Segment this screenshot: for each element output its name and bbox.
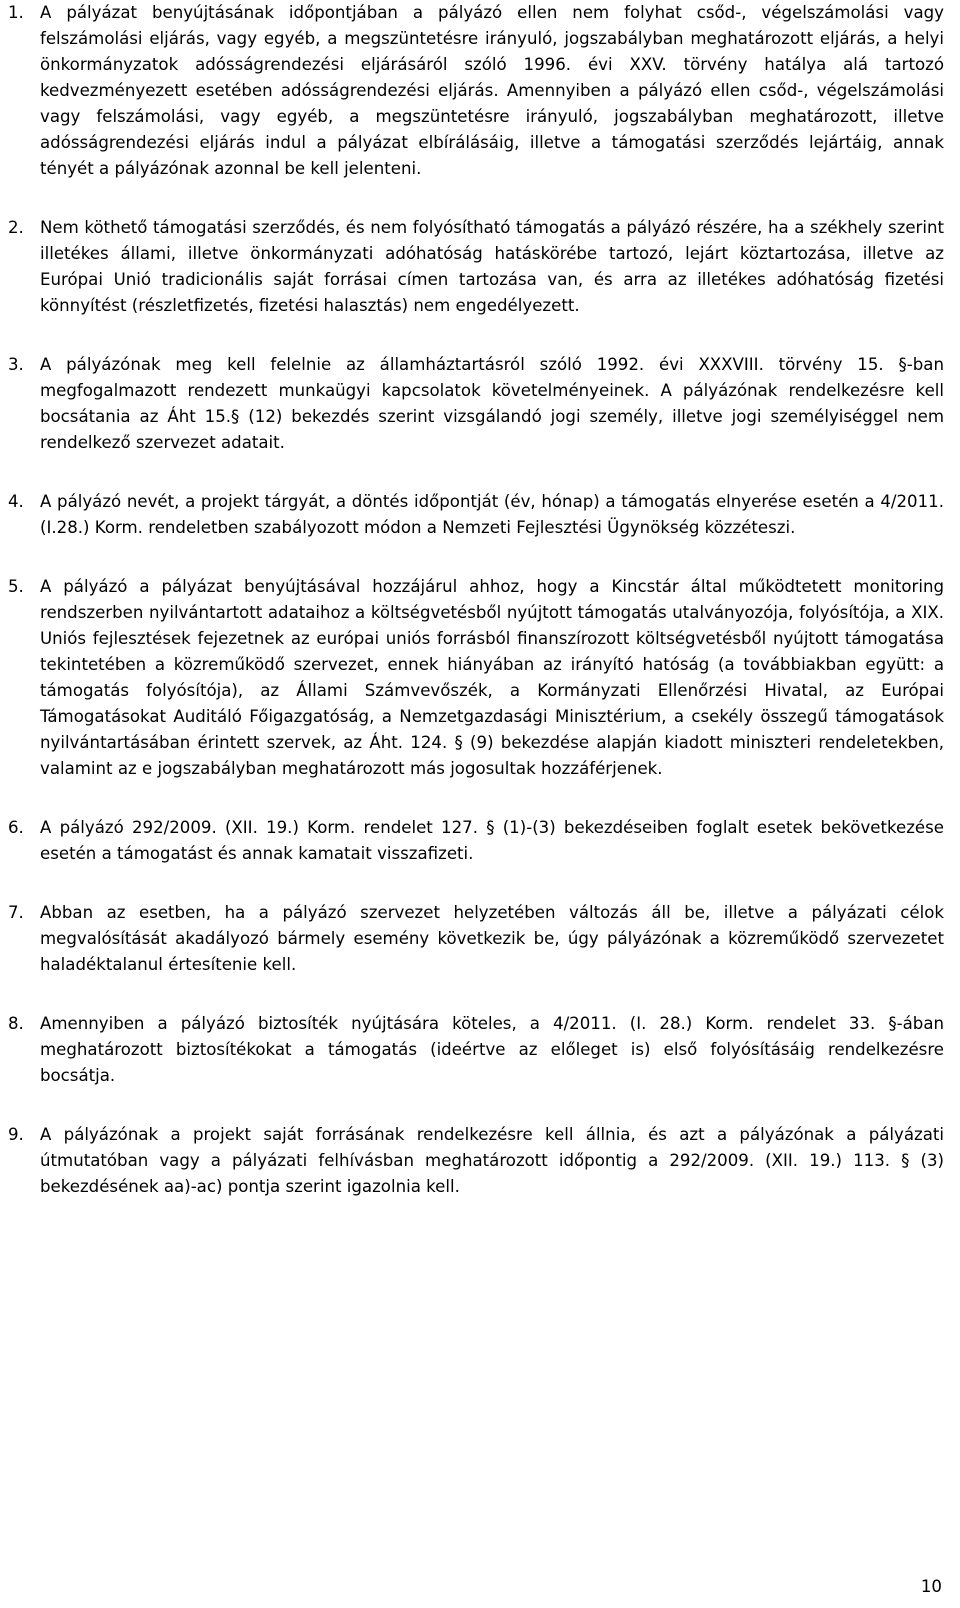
list-item <box>8 1122 944 1200</box>
list-item <box>8 489 944 541</box>
item-number: 2. <box>8 218 24 237</box>
list-item <box>8 0 944 182</box>
item-text: Abban az esetben, ha a pályázó szervezet helyzetében változás áll be, illetve a pályázati célok megvalósítását akadályozó bármely esemény következik be, úgy pályázónak a közreműködő szervezetet haladéktalanul értesítenie kell. <box>40 903 944 974</box>
item-text: A pályázó 292/2009. (XII. 19.) Korm. rendelet 127. § (1)-(3) bekezdéseiben foglalt esetek bekövetkezése esetén a támogatást és annak kamatait visszafizeti. <box>40 818 944 863</box>
item-text: Amennyiben a pályázó biztosíték nyújtására köteles, a 4/2011. (I. 28.) Korm. rendelet 33. §-ában meghatározott biztosítékokat a támogatás (ideértve az előleget is) első folyósításáig rendelkezésre bocsátja. <box>40 1014 944 1085</box>
list-item <box>8 815 944 867</box>
list-item <box>8 352 944 456</box>
item-text: A pályázat benyújtásának időpontjában a pályázó ellen nem folyhat csőd-, végelszámolási vagy felszámolási eljárás, vagy egyéb, a megszüntetésre irányuló, jogszabályban meghatározott eljárás, a helyi önkormányzatok adósságrendezési eljárásáról szóló 1996. évi XXV. törvény hatálya alá tartozó kedvezményezett esetében adósságrendezési eljárás. Amennyiben a pályázó ellen csőd-, végelszámolási vagy felszámolási, vagy egyéb, a megszüntetésre irányuló, jogszabályban meghatározott, illetve adósságrendezési eljárás indul a pályázat elbírálásáig, illetve a támogatási szerződés lejártáig, annak tényét a pályázónak azonnal be kell jelenteni. <box>40 3 944 178</box>
item-text: A pályázó nevét, a projekt tárgyát, a döntés időpontját (év, hónap) a támogatás elnyerése esetén a 4/2011. (I.28.) Korm. rendeletben szabályozott módon a Nemzeti Fejlesztési Ügynökség közzéteszi. <box>40 492 944 537</box>
list-item <box>8 900 944 978</box>
list-item <box>8 215 944 319</box>
item-number: 7. <box>8 903 24 922</box>
item-number: 3. <box>8 355 24 374</box>
page-number: 10 <box>920 1577 942 1596</box>
item-text: Nem köthető támogatási szerződés, és nem folyósítható támogatás a pályázó részére, ha a székhely szerint illetékes állami, illetve önkormányzati adóhatóság hatáskörébe tartozó, lejárt köztartozása, illetve az Európai Unió tradicionális saját forrásai címen tartozása van, és arra az illetékes adóhatóság fizetési könnyítést (részletfizetés, fizetési halasztás) nem engedélyezett. <box>40 218 944 315</box>
item-number: 8. <box>8 1014 24 1033</box>
item-number: 6. <box>8 818 24 837</box>
item-text: A pályázónak meg kell felelnie az államháztartásról szóló 1992. évi XXXVIII. törvény 15. §-ban megfogalmazott rendezett munkaügyi kapcsolatok követelményeinek. A pályázónak rendelkezésre kell bocsátania az Áht 15.§ (12) bekezdés szerint vizsgálandó jogi személy, illetve jogi személyiséggel nem rendelkező szervezet adatait. <box>40 355 944 452</box>
conditions-list <box>8 0 944 1233</box>
item-text: A pályázónak a projekt saját forrásának rendelkezésre kell állnia, és azt a pályázónak a pályázati útmutatóban vagy a pályázati felhívásban meghatározott időpontig a 292/2009. (XII. 19.) 113. § (3) bekezdésének aa)-ac) pontja szerint igazolnia kell. <box>40 1125 944 1196</box>
list-item <box>8 574 944 782</box>
item-number: 5. <box>8 577 24 596</box>
list-item <box>8 1011 944 1089</box>
item-text: A pályázó a pályázat benyújtásával hozzájárul ahhoz, hogy a Kincstár által működtetett monitoring rendszerben nyilvántartott adataihoz a költségvetésből nyújtott támogatás utalványozója, folyósítója, a XIX. Uniós fejlesztések fejezetnek az európai uniós forrásból finanszírozott költségvetésből nyújtott támogatása tekintetében a közreműködő szervezet, ennek hiányában az irányító hatóság (a továbbiakban együtt: a támogatás folyósítója), az Állami Számvevőszék, a Kormányzati Ellenőrzési Hivatal, az Európai Támogatásokat Auditáló Főigazgatóság, a Nemzetgazdasági Minisztérium, a csekély összegű támogatások nyilvántartásában érintett szervek, az Áht. 124. § (9) bekezdése alapján kiadott miniszteri rendeletekben, valamint az e jogszabályban meghatározott más jogosultak hozzáférjenek. <box>40 577 944 778</box>
item-number: 9. <box>8 1125 24 1144</box>
item-number: 4. <box>8 492 24 511</box>
item-number: 1. <box>8 3 24 22</box>
